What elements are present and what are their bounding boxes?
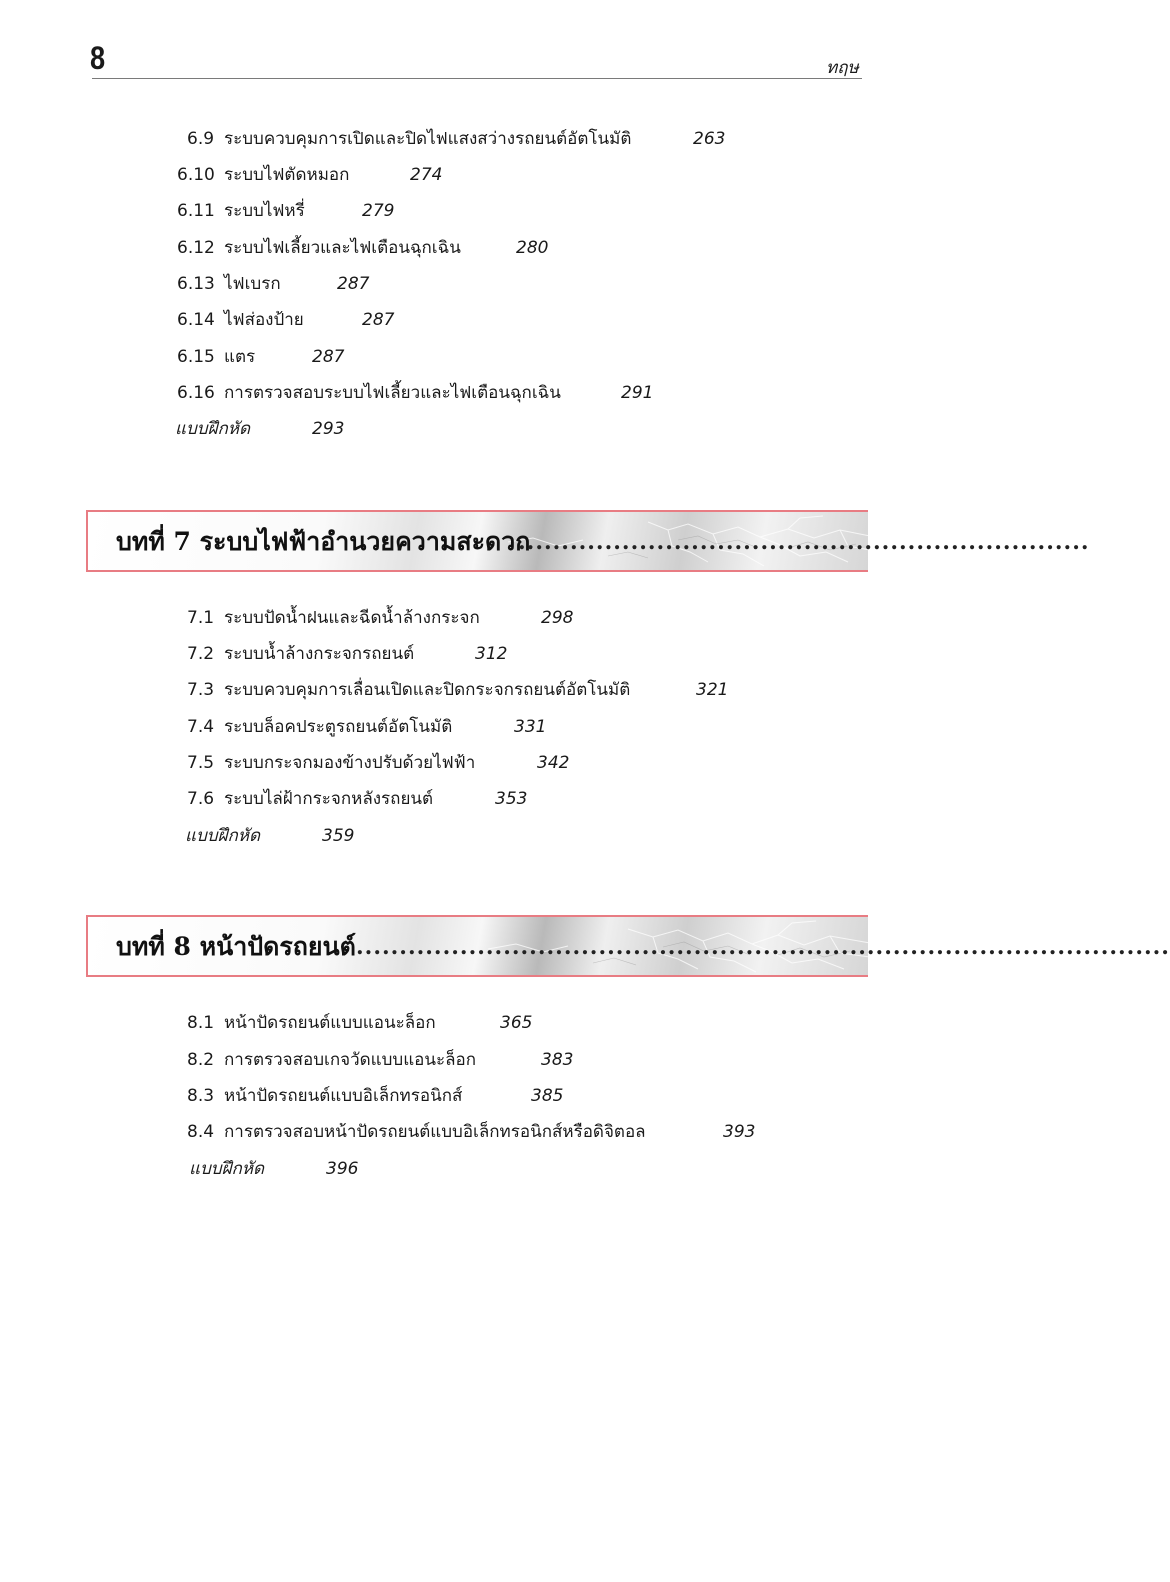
entry-page: 274	[410, 165, 443, 185]
entry-page: 331	[514, 717, 547, 737]
entry-page: 383	[541, 1050, 574, 1070]
entry-number: 6.10	[177, 165, 215, 185]
toc-entry-8-3[interactable]	[187, 1083, 587, 1109]
entry-number: 6.13	[177, 274, 215, 294]
entry-number: 8.1	[187, 1013, 215, 1033]
entry-page: 279	[362, 201, 395, 221]
exercise-page: 359	[322, 826, 355, 846]
entry-number: 6.12	[177, 238, 215, 258]
entry-title: ระบบน้ำล้างกระจกรถยนต์	[224, 644, 415, 664]
toc-entry-6-12[interactable]	[177, 235, 577, 261]
chapter-7-leader: ..................................................................	[518, 529, 1090, 555]
entry-page: 342	[537, 753, 570, 773]
toc-entry-8-2[interactable]	[187, 1047, 607, 1073]
entry-number: 8.3	[187, 1086, 215, 1106]
exercise-label: แบบฝึกหัด	[175, 419, 251, 439]
toc-entry-6-14[interactable]	[177, 307, 427, 333]
toc-exercise-6[interactable]	[175, 416, 375, 442]
entry-page: 365	[500, 1013, 533, 1033]
chapter-7-title: บทที่ 7 ระบบไฟฟ้าอำนวยความสะดวก	[116, 527, 531, 556]
chapter-8-title: บทที่ 8 หน้าปัดรถยนต์	[116, 932, 356, 961]
entry-page: 287	[337, 274, 370, 294]
entry-title: ระบบไล่ฝ้ากระจกหลังรถยนต์	[224, 789, 434, 809]
toc-exercise-8[interactable]	[189, 1156, 389, 1182]
toc-entry-7-6[interactable]	[187, 786, 547, 812]
entry-title: ระบบไฟตัดหมอก	[224, 165, 350, 185]
entry-title: ระบบควบคุมการเลื่อนเปิดและปิดกระจกรถยนต์อัตโนมัติ	[224, 680, 631, 700]
entry-number: 7.5	[187, 753, 215, 773]
exercise-label: แบบฝึกหัด	[185, 826, 261, 846]
entry-page: 385	[531, 1086, 564, 1106]
exercise-label: แบบฝึกหัด	[189, 1159, 265, 1179]
entry-number: 6.14	[177, 310, 215, 330]
entry-title: ระบบปัดน้ำฝนและฉีดน้ำล้างกระจก	[224, 608, 480, 628]
entry-page: 287	[362, 310, 395, 330]
entry-number: 8.2	[187, 1050, 215, 1070]
entry-number: 6.11	[177, 201, 215, 221]
entry-number: 6.9	[187, 129, 215, 149]
entry-page: 298	[541, 608, 574, 628]
entry-title: ระบบไฟหรี่	[224, 201, 305, 221]
chapter-7-banner[interactable]	[86, 510, 1090, 572]
entry-title: หน้าปัดรถยนต์แบบอิเล็กทรอนิกส์	[224, 1086, 463, 1106]
entry-page: 291	[621, 383, 654, 403]
toc-entry-7-1[interactable]	[187, 605, 607, 631]
entry-number: 7.2	[187, 644, 215, 664]
entry-title: แตร	[224, 347, 256, 367]
entry-page: 263	[693, 129, 726, 149]
entry-title: หน้าปัดรถยนต์แบบแอนะล็อก	[224, 1013, 436, 1033]
entry-title: ระบบกระจกมองข้างปรับด้วยไฟฟ้า	[224, 753, 476, 773]
toc-exercise-7[interactable]	[185, 823, 385, 849]
entry-page: 287	[312, 347, 345, 367]
toc-entry-6-10[interactable]	[177, 162, 477, 188]
entry-page: 353	[495, 789, 528, 809]
header-rule	[92, 78, 862, 79]
chapter-8-banner[interactable]	[86, 915, 1170, 977]
toc-entry-8-4[interactable]	[187, 1119, 777, 1145]
entry-number: 6.15	[177, 347, 215, 367]
toc-entry-7-2[interactable]	[187, 641, 527, 667]
toc-entry-6-13[interactable]	[177, 271, 407, 297]
entry-title: การตรวจสอบระบบไฟเลี้ยวและไฟเตือนฉุกเฉิน	[224, 383, 561, 403]
toc-entry-6-15[interactable]	[177, 344, 377, 370]
entry-title: ไฟส่องป้าย	[224, 310, 304, 330]
toc-entry-6-9[interactable]	[187, 126, 747, 152]
entry-title: ระบบควบคุมการเปิดและปิดไฟแสงสว่างรถยนต์อัตโนมัติ	[224, 129, 632, 149]
entry-number: 7.3	[187, 680, 215, 700]
entry-number: 8.4	[187, 1122, 215, 1142]
toc-entry-7-4[interactable]	[187, 714, 567, 740]
entry-title: ระบบล็อคประตูรถยนต์อัตโนมัติ	[224, 717, 453, 737]
entry-title: การตรวจสอบหน้าปัดรถยนต์แบบอิเล็กทรอนิกส์หรือดิจิตอล	[224, 1122, 646, 1142]
exercise-page: 293	[312, 419, 345, 439]
entry-page: 280	[516, 238, 549, 258]
exercise-page: 396	[326, 1159, 359, 1179]
toc-entry-6-16[interactable]	[177, 380, 677, 406]
entry-number: 6.16	[177, 383, 215, 403]
entry-number: 7.4	[187, 717, 215, 737]
page-number: 8	[90, 40, 105, 76]
entry-title: ระบบไฟเลี้ยวและไฟเตือนฉุกเฉิน	[224, 238, 461, 258]
toc-entry-7-3[interactable]	[187, 677, 747, 703]
entry-page: 321	[696, 680, 729, 700]
entry-page: 312	[475, 644, 508, 664]
toc-entry-6-11[interactable]	[177, 198, 437, 224]
entry-title: การตรวจสอบเกจวัดแบบแอนะล็อก	[224, 1050, 477, 1070]
entry-title: ไฟเบรก	[224, 274, 281, 294]
running-head: ทฤษ	[826, 58, 859, 78]
entry-page: 393	[723, 1122, 756, 1142]
toc-entry-8-1[interactable]	[187, 1010, 547, 1036]
chapter-8-leader: ..............................................................................................	[356, 934, 1170, 960]
toc-entry-7-5[interactable]	[187, 750, 597, 776]
entry-number: 7.1	[187, 608, 215, 628]
entry-number: 7.6	[187, 789, 215, 809]
